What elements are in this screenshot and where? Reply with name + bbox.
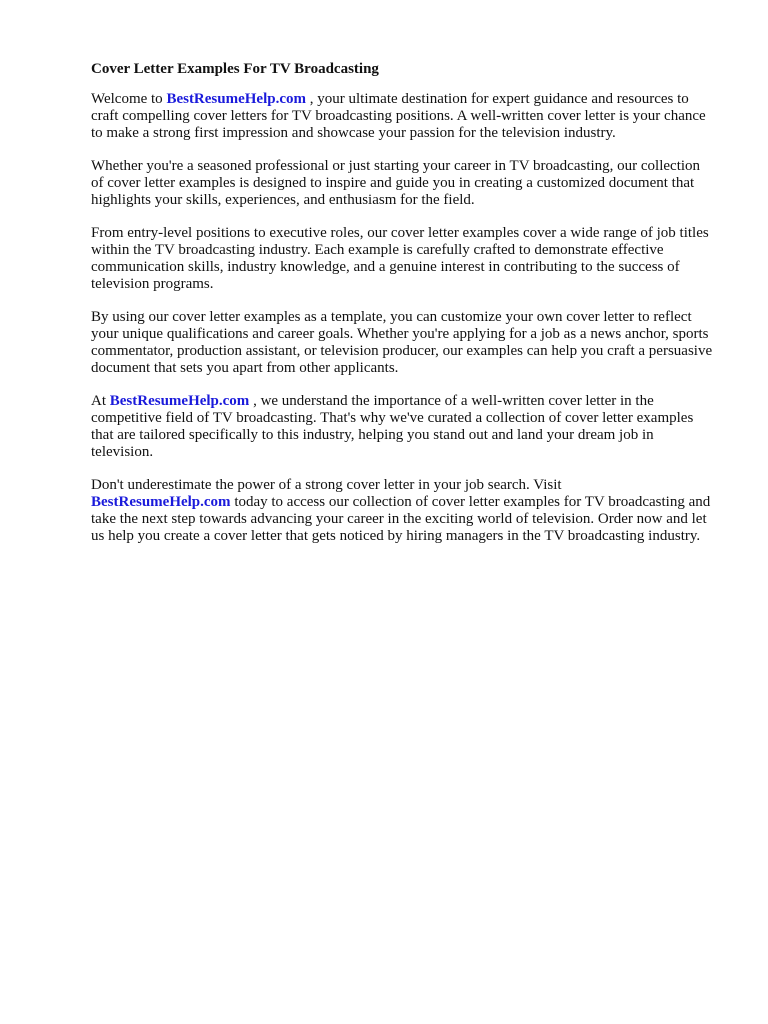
paragraph-importance-intro: At	[91, 393, 110, 409]
paragraph-cta-body: today to access our collection of cover letter examples for TV broadcasting and take the next step towards advancing your career in the exciting world of television. Order now and let us help you create a cover letter that gets noticed by hiring managers in the TV broadcasting industry.	[91, 494, 711, 544]
paragraph-template: By using our cover letter examples as a template, you can customize your own cover letter to reflect your unique qualifications and career goals. Whether you're applying for a job as a news anchor, sports commentator, production assistant, or television producer, our examples can help you craft a persuasive document that sets you apart from other applicants.	[91, 309, 713, 376]
paragraph-cta-intro: Don't underestimate the power of a strong cover letter in your job search. Visit	[91, 477, 562, 493]
paragraph-roles: From entry-level positions to executive roles, our cover letter examples cover a wide range of job titles within the TV broadcasting industry. Each example is carefully crafted to demonstrate effective communication skills, industry knowledge, and a genuine interest in contributing to the success of television programs.	[91, 225, 709, 292]
paragraph-importance-body: , we understand the importance of a well-written cover letter in the competitive field of TV broadcasting. That's why we've curated a collection of cover letter examples that are tailored specifically to this industry, helping you stand out and land your dream job in television.	[91, 393, 694, 460]
page-title: Cover Letter Examples For TV Broadcasting	[91, 61, 379, 77]
paragraph-welcome-intro: Welcome to	[91, 91, 167, 107]
bestresumehelp-link-1[interactable]: BestResumeHelp.com	[166, 91, 306, 107]
bestresumehelp-link-3[interactable]: BestResumeHelp.com	[91, 494, 231, 510]
paragraph-welcome	[91, 91, 716, 142]
paragraph-welcome-body: , your ultimate destination for expert guidance and resources to craft compelling cover letters for TV broadcasting positions. A well-written cover letter is your chance to make a strong first impression and showcase your passion for the television industry.	[91, 91, 706, 141]
bestresumehelp-link-2[interactable]: BestResumeHelp.com	[109, 393, 250, 409]
paragraph-collection: Whether you're a seasoned professional or just starting your career in TV broadcasting, our collection of cover letter examples is designed to inspire and guide you in creating a customized document that highlights your skills, experiences, and enthusiasm for the field.	[91, 158, 701, 208]
paragraph-importance	[91, 393, 716, 461]
paragraph-call-to-action	[91, 477, 716, 545]
